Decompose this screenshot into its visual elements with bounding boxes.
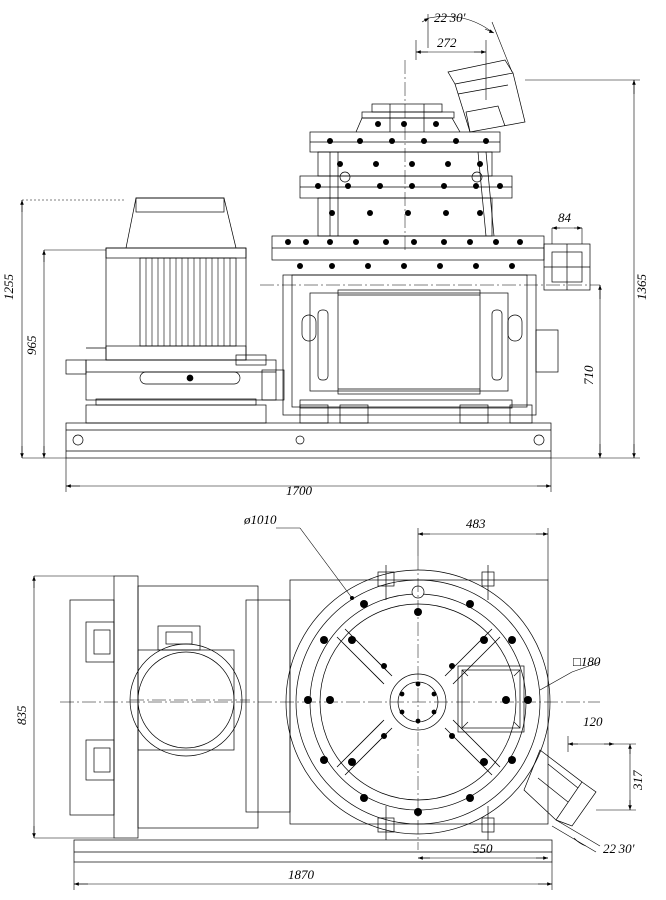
dim-plan-angle-bottom: 22 30': [603, 841, 635, 856]
dim-plan-top-offset: 483: [466, 516, 486, 531]
dim-front-base-width: 1700: [286, 483, 312, 498]
dim-front-overall-height: 1255: [1, 274, 16, 300]
dim-front-right-height: 1365: [634, 274, 649, 300]
plan-dimension-lines: [34, 528, 636, 890]
plan-view-geometry: [70, 565, 596, 862]
dim-plan-left-width: 835: [14, 705, 29, 725]
dim-plan-overall-width: 1870: [288, 867, 314, 882]
dim-front-motor-height: 965: [24, 335, 39, 355]
front-dimension-lines: [22, 14, 640, 492]
dim-plan-diameter: ø1010: [244, 512, 277, 527]
front-elevation-geometry: [66, 60, 590, 458]
dim-plan-side-offset: 120: [583, 714, 603, 729]
dim-front-sub-height: 710: [581, 365, 596, 385]
dim-front-detail-84: 84: [558, 210, 571, 225]
dim-front-angle-top: 22 30': [434, 10, 466, 25]
dim-plan-side-height: 317: [630, 770, 645, 790]
dim-plan-bottom-inner: 550: [473, 841, 493, 856]
dim-front-chute-width: 272: [437, 35, 457, 50]
dimension-labels: [1, 10, 649, 882]
dim-plan-square-note: □180: [573, 654, 601, 669]
front-centerlines: [260, 60, 600, 285]
